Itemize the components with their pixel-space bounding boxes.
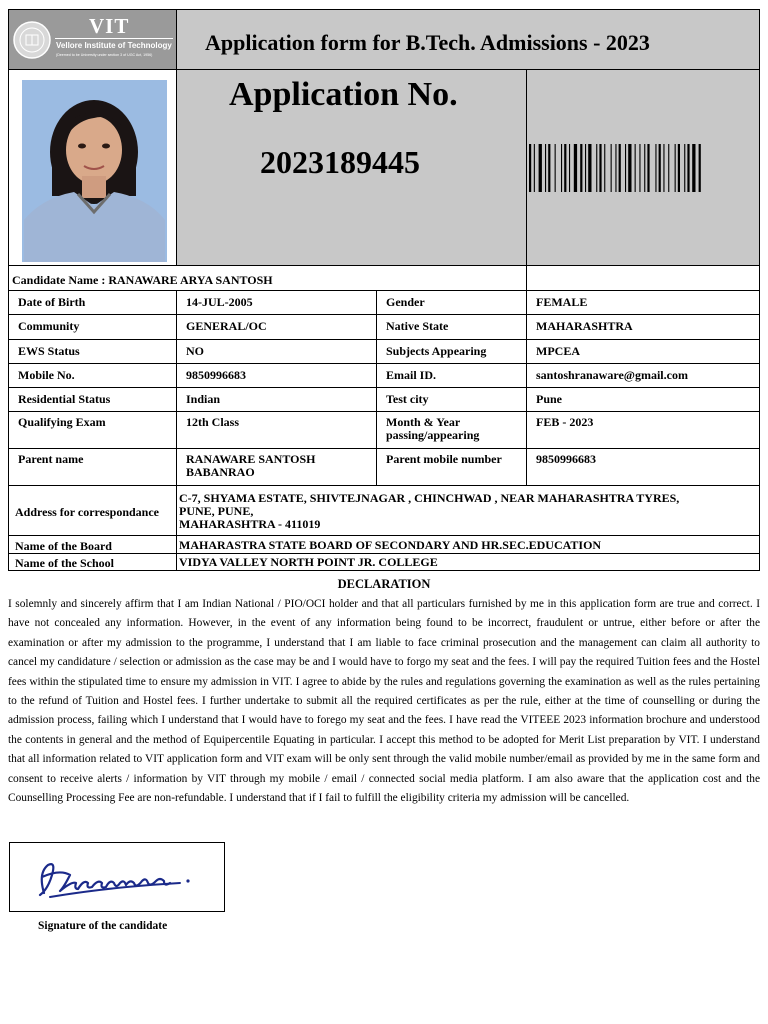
- barcode-icon: [529, 144, 759, 192]
- application-label: Application No.: [229, 76, 458, 113]
- candidate-photo: [22, 80, 167, 262]
- detail-label: Parent name: [18, 452, 84, 466]
- page-title: Application form for B.Tech. Admissions - 2023: [205, 30, 650, 55]
- address-label: Address for correspondance: [15, 505, 159, 519]
- detail-label-cell: [8, 290, 177, 315]
- address-label-cell: [8, 485, 177, 536]
- detail-value: RANAWARE SANTOSH BABANRAO: [186, 452, 316, 479]
- address-line-1: C-7, SHYAMA ESTATE, SHIVTEJNAGAR , CHINCHWAD , NEAR MAHARASHTRA TYRES,: [179, 491, 680, 505]
- detail-label: Month & Year passing/appearing: [386, 415, 480, 442]
- detail-label-cell: [8, 448, 177, 486]
- school-label-cell: [8, 553, 177, 571]
- detail-value: MAHARASHTRA: [536, 319, 633, 333]
- barcode-bar: [534, 144, 535, 192]
- school-value: VIDYA VALLEY NORTH POINT JR. COLLEGE: [179, 555, 438, 569]
- detail-value: Indian: [186, 392, 221, 406]
- detail-value: 9850996683: [536, 452, 596, 466]
- declaration-heading: DECLARATION: [337, 577, 431, 591]
- board-value-cell: [176, 535, 760, 554]
- application-number-box: [176, 69, 527, 266]
- detail-value: 14-JUL-2005: [186, 295, 253, 309]
- detail-label-cell: [8, 339, 177, 364]
- barcode-bar: [687, 144, 689, 192]
- detail-label: Residential Status: [18, 392, 111, 406]
- detail-value-cell: [526, 314, 760, 340]
- detail-value-cell: [526, 387, 760, 412]
- detail-label-cell: [376, 290, 527, 315]
- school-value-cell: [176, 553, 760, 571]
- barcode-bar: [529, 144, 531, 192]
- vit-seal-icon: [12, 20, 52, 60]
- detail-value-cell: [176, 363, 377, 388]
- barcode-bar: [555, 144, 556, 192]
- detail-label-cell: [8, 314, 177, 340]
- barcode-bar: [678, 144, 680, 192]
- barcode-bar: [675, 144, 676, 192]
- detail-value-cell: [526, 363, 760, 388]
- detail-value: NO: [186, 344, 204, 358]
- signature-box: [9, 842, 225, 912]
- barcode-bar: [564, 144, 566, 192]
- barcode-bar: [585, 144, 586, 192]
- barcode-bar: [647, 144, 649, 192]
- detail-label-cell: [8, 363, 177, 388]
- detail-value-cell: [176, 448, 377, 486]
- barcode-bar: [615, 144, 616, 192]
- barcode-bar: [659, 144, 661, 192]
- detail-value-cell: [176, 290, 377, 315]
- barcode-bar: [539, 144, 542, 192]
- detail-label-cell: [376, 411, 527, 449]
- barcode-bar: [639, 144, 640, 192]
- detail-label: Qualifying Exam: [18, 415, 106, 429]
- detail-label-cell: [376, 339, 527, 364]
- detail-value: Pune: [536, 392, 563, 406]
- address-value-cell: [176, 485, 760, 536]
- detail-label: Mobile No.: [18, 368, 75, 382]
- address-line-3: MAHARASHTRA - 411019: [179, 517, 321, 531]
- application-number: 2023189445: [260, 144, 420, 180]
- detail-label-cell: [8, 411, 177, 449]
- barcode-bar: [692, 144, 695, 192]
- logo-divider: [55, 38, 173, 39]
- candidate-name: Candidate Name : RANAWARE ARYA SANTOSH: [12, 273, 273, 287]
- board-label: Name of the Board: [15, 539, 112, 553]
- candidate-name-row: [8, 265, 527, 291]
- detail-value: 12th Class: [186, 415, 240, 429]
- board-label-cell: [8, 535, 177, 554]
- declaration-text: I solemnly and sincerely affirm that I am Indian National / PIO/OCI holder and that all particulars furnished by me in this application form are true and correct. I have not concealed any information. However, in the event of any information being found to be incorrect, fraudulent or untrue, either before or after the examination or after my admission to the programme, I understand that I am liable to face criminal prosecution and the management can claim all authority to cancel my candidature / selection or admission as the case may be and I would have to forgo my seat and the fees. I will pay the required Tuition fees and the Hostel fees within the stipulated time to ensure my admission in VIT. I agree to abide by the rules and regulations governing the examination as well as the rules pertaining to the refund of Tuition and Hostel fees. I further undertake to submit all the required certificates as per the rule, either at the time of counselling or during the admission process, failing which I understand that I would have to forego my seat and the fees. I have read the VITEEE 2023 information brochure and understood the contents in general and the method of Equipercentile Equating in particular. I accept this method to be adopted for Merit List preparation by VIT. I understand that all information related to VIT application form and VIT exam will be only sent through the valid mobile number/email as provided by me in the same form and consent to receive alerts / information by VIT through my mobile / email / connected social media platform. I am also aware that the application cost and the Counselling Processing Fee are non-refundable. I understand that if I fail to fulfill the eligibility criteria my admission will be cancelled.: [8, 598, 760, 805]
- detail-value-cell: [176, 387, 377, 412]
- logo-text: VIT: [89, 14, 130, 38]
- barcode-bar: [625, 144, 626, 192]
- detail-value-cell: [526, 448, 760, 486]
- photo-box: [8, 69, 177, 266]
- logo-box: [8, 9, 177, 70]
- barcode-bar: [644, 144, 645, 192]
- barcode-bar: [574, 144, 577, 192]
- detail-label: Community: [18, 319, 80, 333]
- detail-label: EWS Status: [18, 344, 80, 358]
- barcode-box: [526, 69, 760, 266]
- barcode-bar: [611, 144, 612, 192]
- detail-label-cell: [376, 387, 527, 412]
- candidate-name-blank: [526, 265, 760, 291]
- signature-image: [30, 853, 210, 903]
- detail-label-cell: [8, 387, 177, 412]
- detail-label-cell: [376, 363, 527, 388]
- barcode-bar: [561, 144, 562, 192]
- detail-value: santoshranaware@gmail.com: [536, 368, 688, 382]
- detail-label: Parent mobile number: [386, 452, 502, 466]
- barcode-bar: [655, 144, 656, 192]
- title-box: [176, 9, 760, 70]
- detail-value: FEMALE: [536, 295, 588, 309]
- detail-value: GENERAL/OC: [186, 319, 267, 333]
- barcode-bar: [628, 144, 631, 192]
- barcode-bar: [663, 144, 664, 192]
- barcode-bar: [580, 144, 582, 192]
- detail-label-cell: [376, 314, 527, 340]
- detail-label: Native State: [386, 319, 449, 333]
- barcode-bar: [684, 144, 685, 192]
- barcode-bar: [599, 144, 601, 192]
- barcode-bar: [619, 144, 621, 192]
- detail-label: Test city: [386, 392, 429, 406]
- barcode-bar: [569, 144, 570, 192]
- barcode-bar: [588, 144, 591, 192]
- detail-value-cell: [176, 339, 377, 364]
- detail-value-cell: [526, 411, 760, 449]
- signature-label: Signature of the candidate: [38, 920, 168, 932]
- barcode-bar: [668, 144, 669, 192]
- detail-label: Date of Birth: [18, 295, 86, 309]
- detail-label: Subjects Appearing: [386, 344, 487, 358]
- detail-value: FEB - 2023: [536, 415, 594, 429]
- detail-value-cell: [176, 314, 377, 340]
- address-line-2: PUNE, PUNE,: [179, 504, 254, 518]
- board-value: MAHARASTRA STATE BOARD OF SECONDARY AND HR.SEC.EDUCATION: [179, 538, 602, 552]
- detail-value: 9850996683: [186, 368, 246, 382]
- barcode-bar: [604, 144, 605, 192]
- detail-value: MPCEA: [536, 344, 580, 358]
- detail-value-cell: [526, 290, 760, 315]
- barcode-bar: [635, 144, 636, 192]
- detail-value-cell: [176, 411, 377, 449]
- barcode-bar: [699, 144, 701, 192]
- detail-value-cell: [526, 339, 760, 364]
- school-label: Name of the School: [15, 556, 114, 570]
- barcode-bar: [548, 144, 550, 192]
- barcode-bar: [545, 144, 546, 192]
- logo-subtitle: Vellore Institute of Technology: [56, 41, 172, 50]
- barcode-bar: [596, 144, 597, 192]
- detail-label: Gender: [386, 295, 425, 309]
- detail-label: Email ID.: [386, 368, 437, 382]
- detail-label-cell: [376, 448, 527, 486]
- logo-tagline: (Deemed to be University under section 3 of UGC Act, 1956): [56, 53, 153, 57]
